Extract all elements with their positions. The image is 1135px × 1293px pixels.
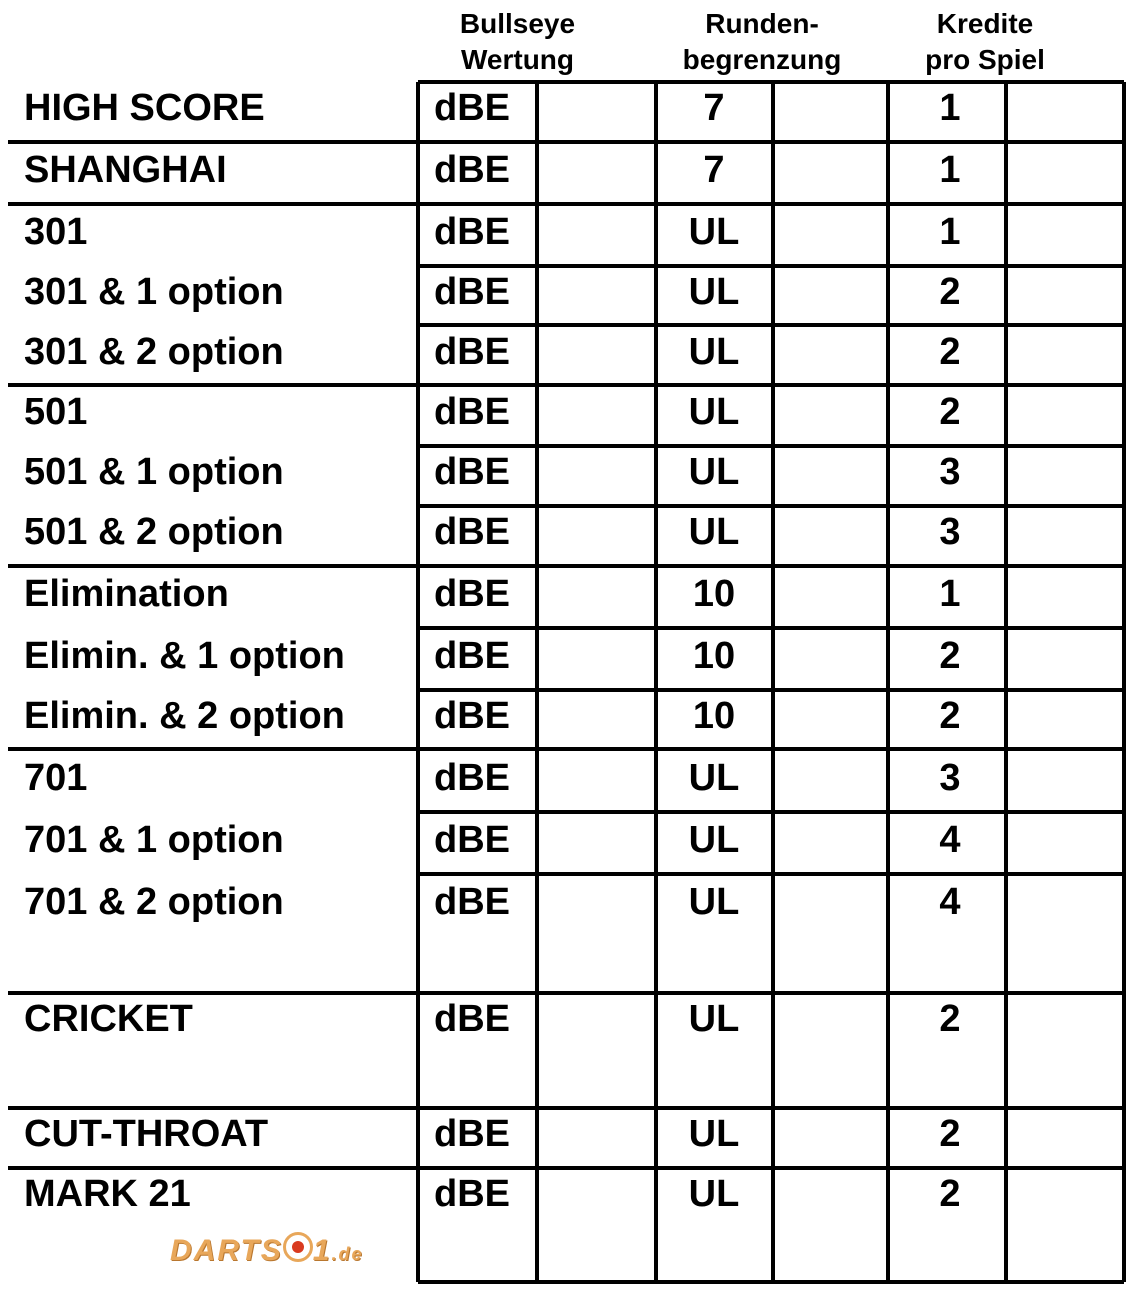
kredite-value: 2 <box>939 271 961 313</box>
game-name: 701 & 2 option <box>24 881 284 923</box>
watermark-digit: 1 <box>312 1234 332 1267</box>
kredite-value: 2 <box>939 1173 961 1215</box>
bullseye-value: dBE <box>434 757 510 799</box>
runden-value: UL <box>688 511 740 553</box>
bullseye-value: dBE <box>434 87 510 129</box>
game-name: 501 & 2 option <box>24 511 284 553</box>
kredite-value: 1 <box>939 211 961 253</box>
bullseye-value: dBE <box>434 331 510 373</box>
game-name: Elimination <box>24 573 229 615</box>
game-name: 301 & 1 option <box>24 271 284 313</box>
header-kredite-line1: Kredite <box>936 8 1034 39</box>
runden-value: UL <box>688 881 740 923</box>
header-runden <box>652 6 872 78</box>
runden-value: 10 <box>692 635 736 677</box>
bullseye-value: dBE <box>434 573 510 615</box>
runden-value: UL <box>688 998 740 1040</box>
kredite-value: 2 <box>939 635 961 677</box>
bullseye-value: dBE <box>434 635 510 677</box>
bullseye-value: dBE <box>434 211 510 253</box>
kredite-value: 3 <box>939 451 961 493</box>
kredite-value: 1 <box>939 149 961 191</box>
bullseye-value: dBE <box>434 998 510 1040</box>
header-kredite <box>900 6 1070 78</box>
kredite-value: 4 <box>939 819 961 861</box>
game-name: 501 & 1 option <box>24 451 284 493</box>
kredite-value: 2 <box>939 331 961 373</box>
bullseye-value: dBE <box>434 1113 510 1155</box>
game-name: Elimin. & 1 option <box>24 635 345 677</box>
runden-value: UL <box>688 391 740 433</box>
game-name: 301 <box>24 211 88 253</box>
game-name: CUT-THROAT <box>24 1113 269 1155</box>
header-runden-line2: begrenzung <box>682 44 842 75</box>
dartboard-icon <box>283 1232 313 1262</box>
kredite-value: 1 <box>939 573 961 615</box>
game-name: Elimin. & 2 option <box>24 695 345 737</box>
runden-value: UL <box>688 211 740 253</box>
bullseye-value: dBE <box>434 881 510 923</box>
runden-value: UL <box>688 757 740 799</box>
game-name: 701 <box>24 757 88 799</box>
game-name: SHANGHAI <box>24 149 227 191</box>
runden-value: 7 <box>703 87 725 129</box>
runden-value: UL <box>688 1113 740 1155</box>
watermark-suffix: .de <box>331 1244 364 1264</box>
header-bullseye-line2: Wertung <box>460 44 575 75</box>
runden-value: UL <box>688 331 740 373</box>
kredite-value: 2 <box>939 998 961 1040</box>
bullseye-value: dBE <box>434 149 510 191</box>
game-name: CRICKET <box>24 998 193 1040</box>
runden-value: 10 <box>692 573 736 615</box>
kredite-value: 2 <box>939 391 961 433</box>
game-name: MARK 21 <box>24 1173 191 1215</box>
header-bullseye-line1: Bullseye <box>459 8 576 39</box>
runden-value: UL <box>688 451 740 493</box>
runden-value: 10 <box>692 695 736 737</box>
kredite-value: 3 <box>939 757 961 799</box>
header-kredite-line2: pro Spiel <box>925 44 1045 75</box>
bullseye-value: dBE <box>434 819 510 861</box>
game-name: 701 & 1 option <box>24 819 284 861</box>
kredite-value: 3 <box>939 511 961 553</box>
runden-value: 7 <box>703 149 725 191</box>
watermark-logo <box>170 1232 364 1268</box>
kredite-value: 2 <box>939 695 961 737</box>
game-name: 501 <box>24 391 88 433</box>
bullseye-value: dBE <box>434 271 510 313</box>
header-bullseye <box>430 6 605 78</box>
bullseye-value: dBE <box>434 391 510 433</box>
game-name: 301 & 2 option <box>24 331 284 373</box>
bullseye-value: dBE <box>434 451 510 493</box>
game-name: HIGH SCORE <box>24 87 265 129</box>
kredite-value: 2 <box>939 1113 961 1155</box>
kredite-value: 1 <box>939 87 961 129</box>
runden-value: UL <box>688 271 740 313</box>
bullseye-value: dBE <box>434 1173 510 1215</box>
watermark-text: DARTS <box>170 1234 283 1267</box>
kredite-value: 4 <box>939 881 961 923</box>
bullseye-value: dBE <box>434 695 510 737</box>
runden-value: UL <box>688 819 740 861</box>
runden-value: UL <box>688 1173 740 1215</box>
bullseye-value: dBE <box>434 511 510 553</box>
header-runden-line1: Runden- <box>705 8 819 39</box>
